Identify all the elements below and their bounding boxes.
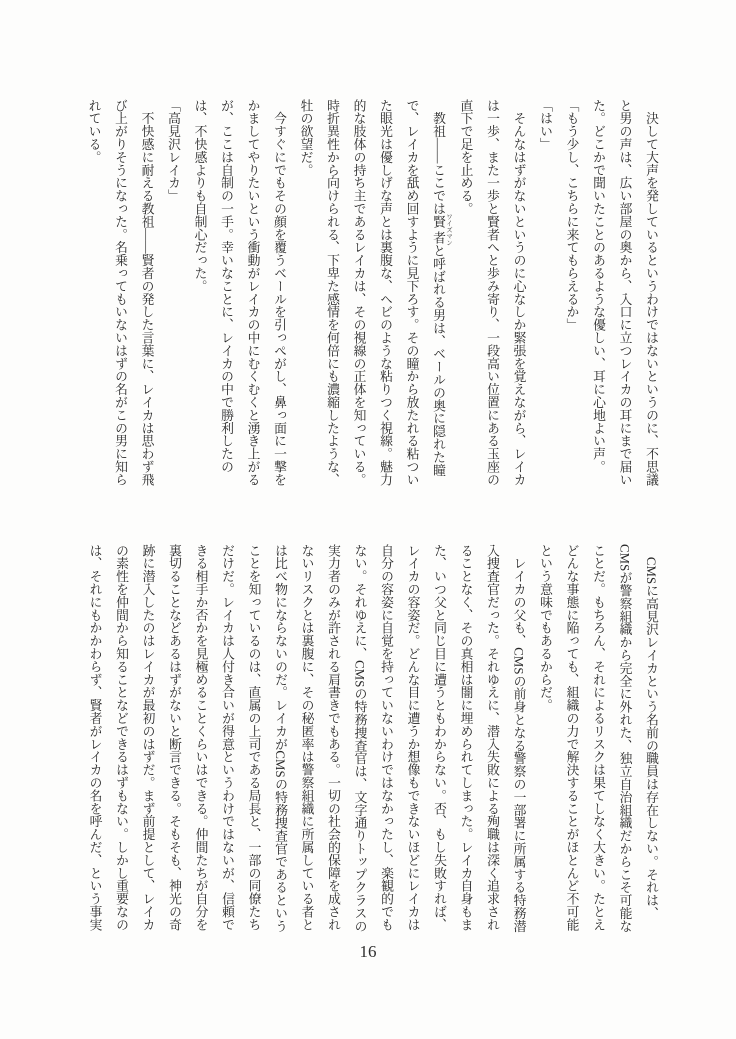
ruby-base: 賢者	[431, 213, 445, 246]
text-line: た。どこかで聞いたことのあるような優しい、耳に心地よい声。	[591, 99, 605, 474]
text-line: た、いつ父と同じ目に遭うともわからない。否、もし失敗すれば、	[432, 544, 446, 931]
text-line: 自分の容姿に自覚を持っていないわけではなかったし、楽観的でも	[379, 544, 393, 931]
text-block-bottom	[80, 544, 664, 937]
text-line: ない。それゆえに、CMSの特務捜査官は、文字通りトップクラスの	[352, 544, 367, 933]
text-line-dialogue: 「もう少し、こちらに来てもらえるか」	[564, 99, 579, 332]
ruby-pre-text: 教祖――ここでは	[431, 99, 445, 216]
text-line: が、ここは自制の一手。幸いなことに、レイカの中で勝利したの	[219, 99, 233, 474]
text-line: 跡に潜入したのはレイカが最初のはずだ。まず前提として、レイカ	[140, 544, 155, 931]
text-line: は、不快感よりも自制心だった。	[192, 99, 207, 293]
text-line: 的な肢体の持ち主であるレイカは、その視線の正体を知っている。	[351, 99, 366, 486]
text-line: の素性を仲間から知ることなどできるはずもない。しかし重要なの	[114, 544, 128, 931]
text-line: と男の声は、広い部屋の奥から、入口に立つレイカの耳にまで届い	[617, 99, 632, 486]
text-line-with-ruby	[425, 99, 453, 486]
text-line: れている。	[86, 99, 101, 164]
text-line: CMSが警察組織から完全に外れた、独立自治組織だからこそ可能な	[617, 544, 632, 933]
text-line: 入捜査官だった。それゆえに、潜入失敗による殉職は深く追求され	[485, 544, 499, 931]
text-line: 直下で足を止める。	[458, 99, 473, 216]
text-line: という意味でもあるからだ。	[538, 544, 552, 712]
text-line: は比べ物にならないのだ。レイカがCMSの特務捜査官であるという	[273, 544, 287, 933]
page-number: 16	[359, 942, 377, 961]
text-line: そんなはずがないというのに心なしか緊張を覚えながら、レイカ	[511, 99, 526, 486]
text-line: CMSに高見沢レイカという名前の職員は存在しない。それは、	[644, 544, 658, 920]
text-line: 実力者のみが許される肩書きでもある。一切の社会的保障を成され	[326, 544, 340, 931]
text-line: 不快感に耐える教祖――賢者の発した言葉に、レイカは思わず飛	[139, 99, 154, 486]
text-line: かましてやりたいという衝動がレイカの中にむくむくと湧き上がる	[245, 99, 260, 486]
ruby-post-text: と呼ばれる男は、ベールの奥に隠れた瞳	[431, 244, 445, 477]
text-line: は一歩、また一歩と賢者へと歩み寄り、一段高い位置にある玉座の	[485, 99, 499, 486]
text-line: 決して大声を発しているというわけではないというのに、不思議	[644, 99, 658, 486]
text-line: は、それにもかかわらず、賢者がレイカの名を呼んだ、という事実	[87, 544, 102, 931]
text-line: ることなく、その真相は闇に埋められてしまった。レイカ自身もま	[458, 544, 473, 931]
text-block-top	[80, 99, 664, 486]
text-line: 牡の欲望だ。	[298, 99, 313, 177]
text-line: び上がりそうになった。名乗ってもいないはずの名がこの男に知ら	[113, 99, 127, 486]
text-line: た眼光は優しげな声とは裏腹な、ヘビのような粘りつく視線。魅力	[378, 99, 392, 486]
ruby-furigana: ワイズマン	[445, 213, 452, 246]
text-line: レイカの容姿だ。どんな目に遭うか想像もできないほどにレイカは	[405, 544, 420, 931]
text-line: 今すぐにでもその顔を覆うベールを引っぺがし、鼻っ面に一撃を	[272, 99, 286, 486]
text-line: 時折異性から向けられる、下卑た感情を何倍にも濃縮したような、	[325, 99, 339, 486]
text-line-dialogue: 「高見沢レイカ」	[166, 99, 180, 203]
text-line: きる相手か否かを見極めることくらいはできる。仲間たちが自分を	[193, 544, 208, 931]
text-line: ことだ。もちろん、それによるリスクは果てしなく大きい。たとえ	[591, 544, 605, 931]
text-line: だけだ。レイカは人付き合いが得意というわけではないが、信頼で	[220, 544, 234, 931]
text-line: レイカの父も、CMSの前身となる警察の一部署に所属する特務潜	[511, 544, 526, 933]
text-line: で、レイカを舐め回すように見下ろす。その瞳から放たれる粘つい	[404, 99, 419, 486]
text-line: 裏切ることなどあるはずがないと断言できる。そもそも、神光の奇	[167, 544, 181, 931]
text-line-dialogue: 「はい」	[538, 99, 552, 151]
text-line: どんな事態に陥っても、組織の力で解決することがほとんど不可能	[564, 544, 579, 931]
ruby-word	[431, 213, 452, 246]
text-line: ないリスクとは裏腹に、その秘匿率は警察組織に所属している者と	[299, 544, 314, 931]
text-line: ことを知っているのは、直属の上司である局長と、一部の同僚たち	[246, 544, 261, 931]
